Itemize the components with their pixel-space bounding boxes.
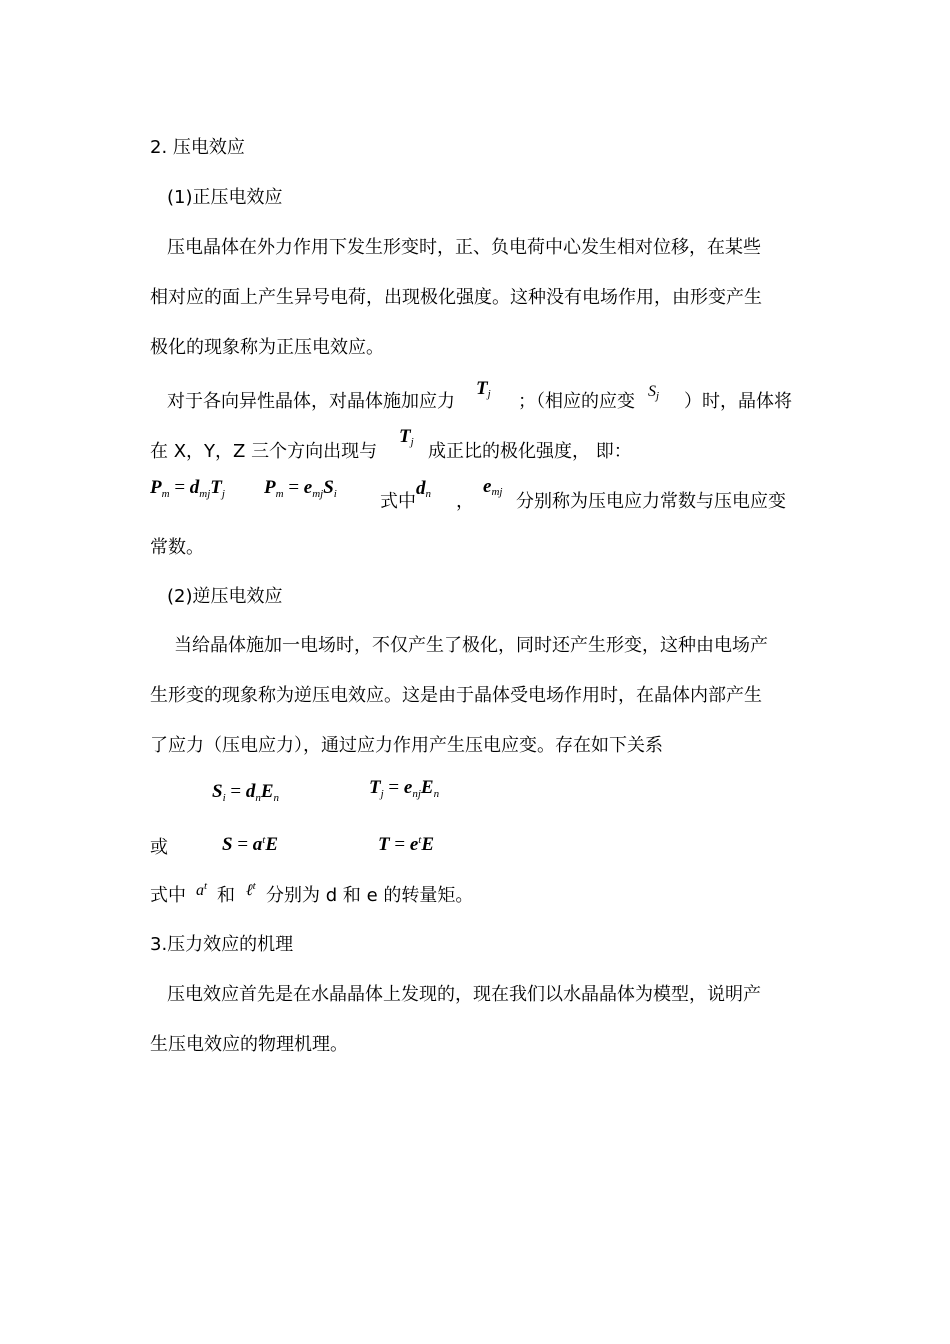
strain-symbol: $S_j$ [648,383,660,402]
paragraph-line: 成正比的极化强度， 即： [428,441,632,462]
transpose-a-symbol: $a^t$ [196,880,208,899]
paragraph-line: ；（相应的应变 [518,391,635,412]
section-heading: 3.压力效应的机理 [150,934,294,955]
formula-converse-strain: $S_i = d_nE_n$ [212,781,280,804]
stress-symbol: $T_j$ [399,426,414,448]
section-heading: 2. 压电效应 [150,137,245,158]
formula-matrix-strain: $S = a^tE$ [222,834,279,855]
paragraph-line: ）时，晶体将 [684,391,792,412]
paragraph-line: 式中 [380,491,416,512]
paragraph-line: 当给晶体施加一电场时，不仅产生了极化，同时还产生形变，这种由电场产 [174,635,768,656]
paragraph-line: 在 X，Y，Z 三个方向出现与 [150,441,378,462]
paragraph-line: 了应力（压电应力），通过应力作用产生压电应变。存在如下关系 [150,735,663,756]
piezo-strain-constant-symbol: $e_{mj}$ [483,476,503,498]
formula-direct-strain: $P_m = e_{mj}S_i$ [264,477,337,500]
paragraph-line: ， [456,491,474,512]
or-label: 或 [150,837,168,858]
paragraph-line: 压电效应首先是在水晶晶体上发现的，现在我们以水晶晶体为模型，说明产 [167,984,761,1005]
formula-direct-stress: $P_m = d_{mj}T_j$ [150,477,225,500]
transpose-e-symbol: ℓ$^t$ [246,880,256,899]
stress-symbol: $T_j$ [476,378,491,400]
paragraph-line: 相对应的面上产生异号电荷，出现极化强度。这种没有电场作用，由形变产生 [150,287,762,308]
formula-matrix-stress: $T = e^tE$ [378,834,435,855]
paragraph-line: 生压电效应的物理机理。 [150,1034,348,1055]
paragraph-line: 对于各向异性晶体，对晶体施加应力 [167,391,455,412]
paragraph-line: 和 [217,885,235,906]
subsection-heading: (2)逆压电效应 [167,586,283,607]
subsection-heading: (1)正压电效应 [167,187,283,208]
paragraph-line: 分别为 d 和 e 的转量矩。 [266,885,474,906]
formula-converse-stress: $T_j = e_{nj}E_n$ [369,777,440,800]
paragraph-line: 极化的现象称为正压电效应。 [150,337,384,358]
paragraph-line: 分别称为压电应力常数与压电应变 [516,491,786,512]
paragraph-line: 式中 [150,885,186,906]
piezo-stress-constant-symbol: $d_n$ [416,478,431,500]
paragraph-line: 常数。 [150,537,204,558]
paragraph-line: 压电晶体在外力作用下发生形变时，正、负电荷中心发生相对位移，在某些 [167,237,761,258]
paragraph-line: 生形变的现象称为逆压电效应。这是由于晶体受电场作用时，在晶体内部产生 [150,685,762,706]
